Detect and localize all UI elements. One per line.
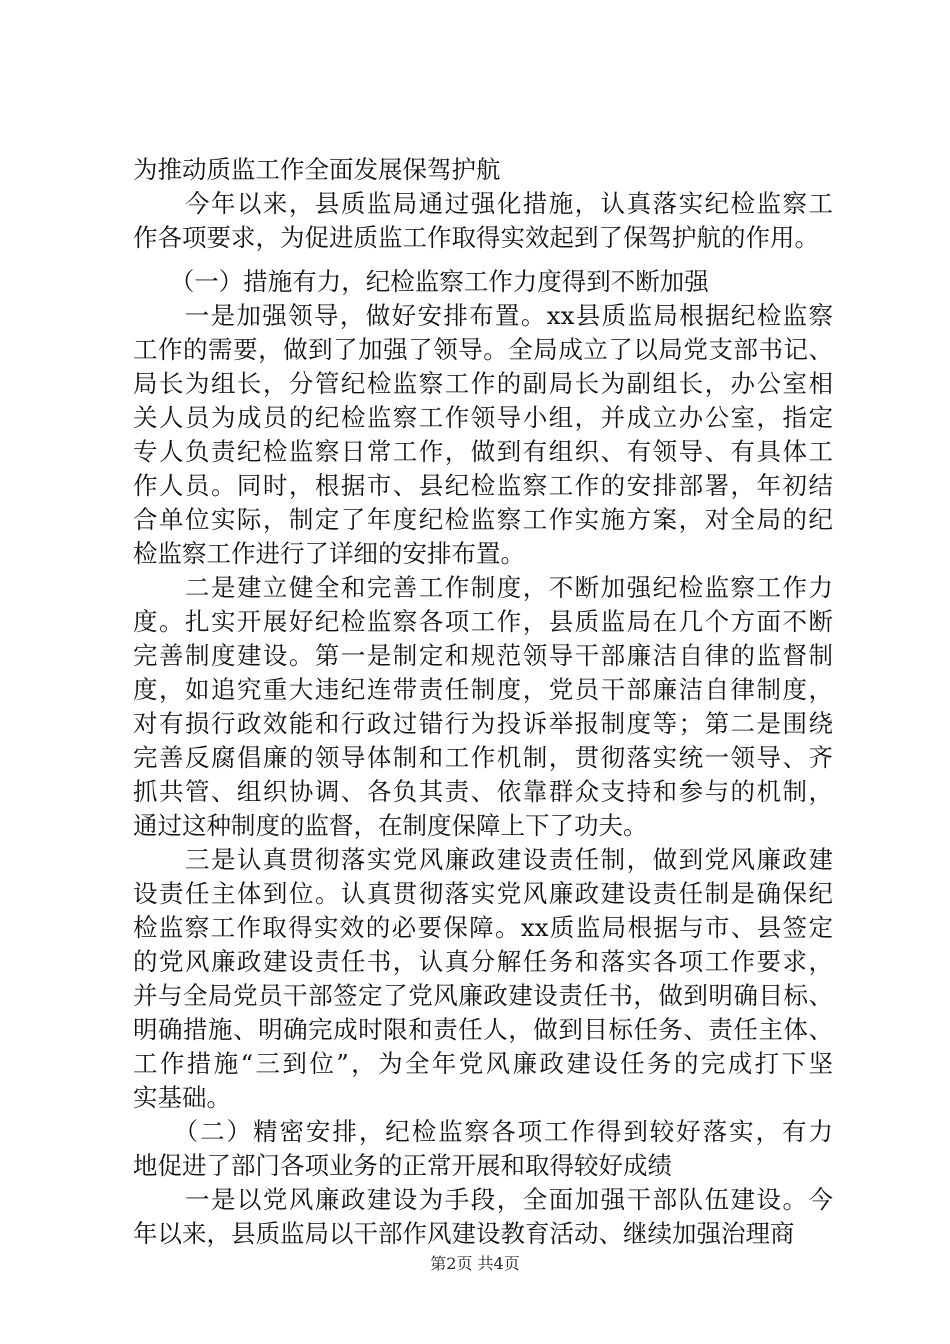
paragraph-line: 度。扎实开展好纪检监察各项工作，县质监局在几个方面不断: [133, 607, 833, 636]
paragraph-line: （一）措施有力，纪检监察工作力度得到不断加强: [133, 267, 709, 296]
paragraph-line: 通过这种制度的监督，在制度保障上下了功夫。: [133, 811, 648, 840]
paragraph-line: 工作的需要，做到了加强了领导。全局成立了以局党支部书记、: [133, 335, 833, 364]
paragraph-line: 实基础。: [133, 1083, 231, 1112]
paragraph-line: 三是认真贯彻落实党风廉政建设责任制，做到党风廉政建: [133, 845, 833, 874]
paragraph-line: 作人员。同时，根据市、县纪检监察工作的安排部署，年初结: [133, 471, 833, 500]
paragraph-line: 对有损行政效能和行政过错行为投诉举报制度等；第二是围绕: [133, 709, 833, 738]
paragraph-line: 二是建立健全和完善工作制度，不断加强纪检监察工作力: [133, 573, 833, 602]
paragraph-line: 专人负责纪检监察日常工作，做到有组织、有领导、有具体工: [133, 437, 833, 466]
paragraph-line: 局长为组长，分管纪检监察工作的副局长为副组长，办公室相: [133, 369, 833, 398]
paragraph-line: 明确措施、明确完成时限和责任人，做到目标任务、责任主体、: [133, 1015, 833, 1044]
paragraph-line: 度，如追究重大违纪连带责任制度，党员干部廉洁自律制度，: [133, 675, 833, 704]
paragraph-line: 今年以来，县质监局通过强化措施，认真落实纪检监察工: [133, 189, 833, 218]
paragraph-line: 完善反腐倡廉的领导体制和工作机制，贯彻落实统一领导、齐: [133, 743, 833, 772]
paragraph-line: 设责任主体到位。认真贯彻落实党风廉政建设责任制是确保纪: [133, 879, 833, 908]
paragraph-line: 检监察工作取得实效的必要保障。xx质监局根据与市、县签定: [133, 913, 833, 942]
paragraph-line: 年以来，县质监局以干部作风建设教育活动、继续加强治理商: [133, 1219, 795, 1248]
page-footer: 第2页 共4页: [430, 1254, 520, 1273]
paragraph-line: 关人员为成员的纪检监察工作领导小组，并成立办公室，指定: [133, 403, 833, 432]
paragraph-line: 作各项要求，为促进质监工作取得实效起到了保驾护航的作用。: [133, 223, 819, 252]
paragraph-line: 地促进了部门各项业务的正常开展和取得较好成绩: [133, 1151, 672, 1180]
paragraph-line: 并与全局党员干部签定了党风廉政建设责任书，做到明确目标、: [133, 981, 833, 1010]
paragraph-line: （二）精密安排，纪检监察各项工作得到较好落实，有力: [133, 1117, 833, 1146]
document-title-line: 为推动质监工作全面发展保驾护航: [133, 155, 501, 184]
paragraph-line: 完善制度建设。第一是制定和规范领导干部廉洁自律的监督制: [133, 641, 833, 670]
paragraph-line: 工作措施“三到位”，为全年党风廉政建设任务的完成打下坚: [133, 1049, 833, 1078]
paragraph-line: 一是加强领导，做好安排布置。xx县质监局根据纪检监察: [133, 301, 833, 330]
paragraph-line: 检监察工作进行了详细的安排布置。: [133, 539, 525, 568]
paragraph-line: 一是以党风廉政建设为手段，全面加强干部队伍建设。今: [133, 1185, 833, 1214]
paragraph-line: 合单位实际，制定了年度纪检监察工作实施方案，对全局的纪: [133, 505, 833, 534]
paragraph-line: 抓共管、组织协调、各负其责、依靠群众支持和参与的机制，: [133, 777, 833, 806]
paragraph-line: 的党风廉政建设责任书，认真分解任务和落实各项工作要求，: [133, 947, 833, 976]
